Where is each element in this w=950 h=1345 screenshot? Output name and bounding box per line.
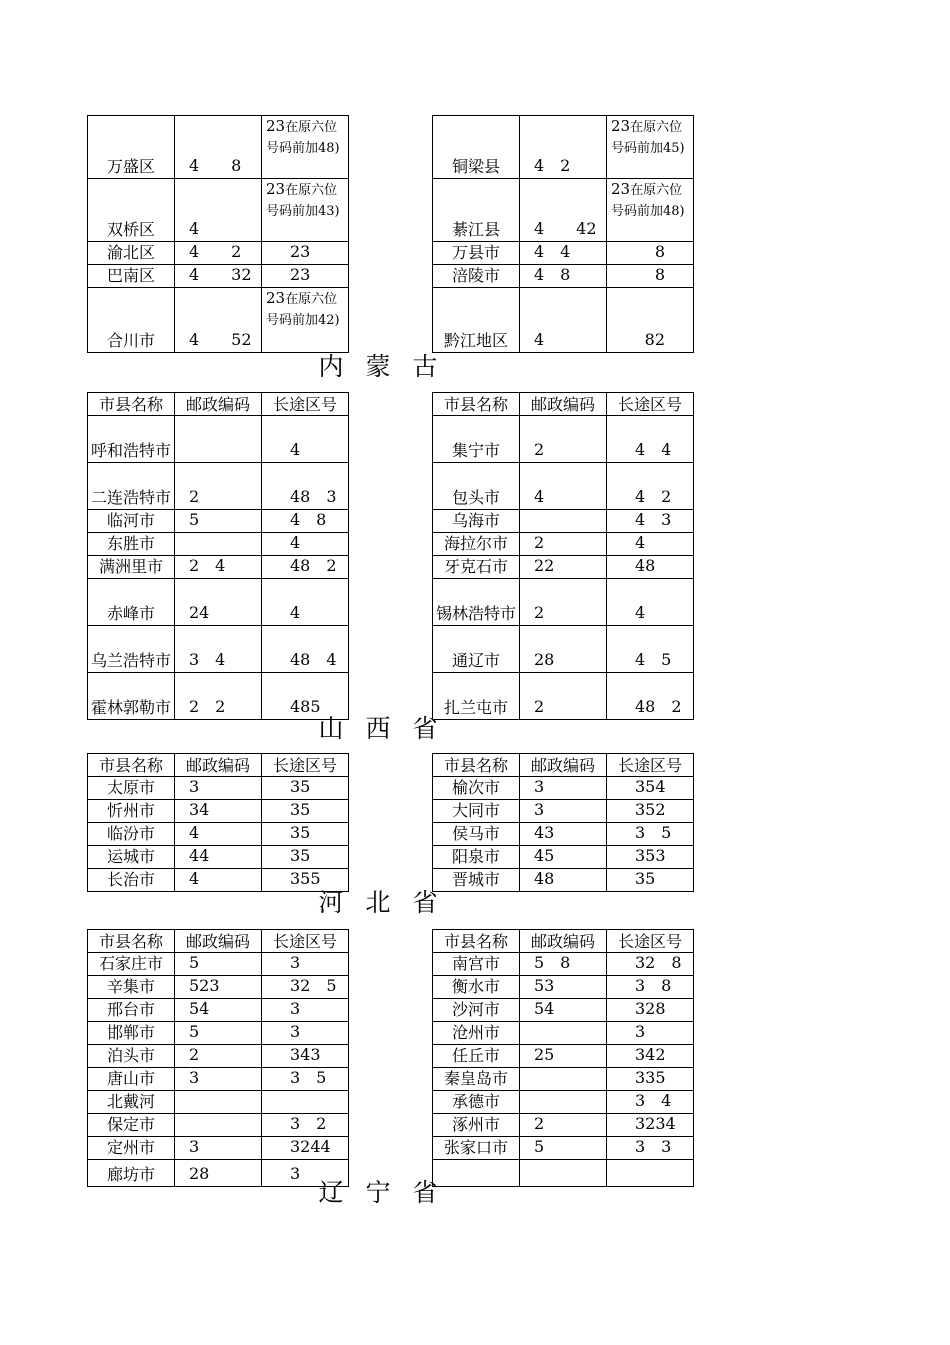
area-code-cell: 4	[606, 532, 694, 556]
column-header: 邮政编码	[519, 392, 607, 416]
area-code-cell: 4 2	[606, 462, 694, 510]
area-code-cell: 342	[606, 1044, 694, 1068]
area-code-cell: 3 4	[606, 1090, 694, 1114]
postal-code-cell: 4 8	[174, 115, 262, 179]
area-code-cell: 3 3	[606, 1136, 694, 1160]
city-name-cell: 包头市	[432, 462, 520, 510]
city-name-cell: 乌海市	[432, 509, 520, 533]
city-name-cell: 二连浩特市	[87, 462, 175, 510]
city-name-cell: 石家庄市	[87, 952, 175, 976]
city-name-cell: 满洲里市	[87, 555, 175, 579]
postal-code-cell: 22	[519, 555, 607, 579]
postal-code-cell: 3 4	[174, 625, 262, 673]
postal-code-cell: 2 4	[174, 555, 262, 579]
column-header: 市县名称	[87, 929, 175, 953]
city-name-cell: 邢台市	[87, 998, 175, 1022]
postal-code-cell: 2	[519, 578, 607, 626]
postal-code-cell: 34	[174, 799, 262, 823]
city-name-cell: 北戴河	[87, 1090, 175, 1114]
section-title: 河北省	[318, 888, 460, 917]
city-name-cell: 临河市	[87, 509, 175, 533]
postal-code-cell: 3	[174, 1067, 262, 1091]
column-header: 市县名称	[87, 392, 175, 416]
area-code-cell: 23	[261, 264, 349, 288]
area-code-cell: 35	[261, 799, 349, 823]
city-name-cell: 霍林郭勒市	[87, 672, 175, 720]
postal-code-cell	[174, 532, 262, 556]
area-code-cell: 35	[606, 868, 694, 892]
postal-code-cell: 4	[174, 868, 262, 892]
area-code-cell: 23在原六位号码前加48)	[606, 178, 694, 242]
area-code-cell: 23在原六位号码前加43)	[261, 178, 349, 242]
area-code-cell: 23在原六位号码前加45)	[606, 115, 694, 179]
area-code-cell: 4 4	[606, 415, 694, 463]
area-code-cell: 4	[261, 532, 349, 556]
area-code-cell: 3	[261, 1021, 349, 1045]
area-code-cell: 23在原六位号码前加48)	[261, 115, 349, 179]
area-code-cell: 8	[606, 241, 694, 265]
area-code-cell: 3	[261, 952, 349, 976]
area-code-cell: 23	[261, 241, 349, 265]
city-name-cell: 巴南区	[87, 264, 175, 288]
postal-code-cell	[174, 1113, 262, 1137]
column-header: 邮政编码	[174, 753, 262, 777]
city-name-cell: 阳泉市	[432, 845, 520, 869]
postal-code-cell: 44	[174, 845, 262, 869]
city-name-cell: 南宫市	[432, 952, 520, 976]
city-name-cell: 运城市	[87, 845, 175, 869]
postal-code-cell: 5	[174, 1021, 262, 1045]
area-code-cell: 3244	[261, 1136, 349, 1160]
area-code-cell: 4 5	[606, 625, 694, 673]
postal-code-cell: 5	[174, 509, 262, 533]
column-header: 长途区号	[261, 753, 349, 777]
area-code-cell: 328	[606, 998, 694, 1022]
postal-code-cell	[174, 1090, 262, 1114]
area-code-cell: 3	[261, 1159, 349, 1187]
column-header: 邮政编码	[519, 929, 607, 953]
postal-code-cell: 5	[519, 1136, 607, 1160]
area-code-cell: 48	[606, 555, 694, 579]
area-code-cell: 3 8	[606, 975, 694, 999]
postal-code-cell: 4	[519, 287, 607, 353]
postal-code-cell	[174, 415, 262, 463]
area-code-cell: 82	[606, 287, 694, 353]
area-code-cell: 23在原六位号码前加42)	[261, 287, 349, 353]
postal-code-cell: 2	[519, 532, 607, 556]
area-code-cell: 4 3	[606, 509, 694, 533]
city-name-cell: 榆次市	[432, 776, 520, 800]
area-code-cell: 3 2	[261, 1113, 349, 1137]
city-name-cell: 赤峰市	[87, 578, 175, 626]
city-name-cell: 海拉尔市	[432, 532, 520, 556]
city-name-cell: 长治市	[87, 868, 175, 892]
city-name-cell: 万县市	[432, 241, 520, 265]
area-code-cell: 355	[261, 868, 349, 892]
city-name-cell: 衡水市	[432, 975, 520, 999]
postal-code-cell: 4	[519, 462, 607, 510]
city-name-cell: 辛集市	[87, 975, 175, 999]
area-code-cell: 4	[606, 578, 694, 626]
postal-code-cell: 48	[519, 868, 607, 892]
city-name-cell: 沧州市	[432, 1021, 520, 1045]
column-header: 市县名称	[432, 929, 520, 953]
postal-code-cell: 4 32	[174, 264, 262, 288]
postal-code-cell	[519, 509, 607, 533]
area-code-cell: 352	[606, 799, 694, 823]
postal-code-cell: 45	[519, 845, 607, 869]
area-code-cell: 48 3	[261, 462, 349, 510]
column-header: 长途区号	[606, 392, 694, 416]
column-header: 邮政编码	[174, 929, 262, 953]
column-header: 市县名称	[432, 753, 520, 777]
area-code-cell: 3234	[606, 1113, 694, 1137]
postal-code-cell: 4	[174, 822, 262, 846]
area-code-cell: 3	[606, 1021, 694, 1045]
postal-code-cell: 2	[519, 415, 607, 463]
postal-code-cell: 3	[174, 776, 262, 800]
area-code-cell: 335	[606, 1067, 694, 1091]
city-name-cell: 沙河市	[432, 998, 520, 1022]
postal-code-cell: 24	[174, 578, 262, 626]
postal-code-cell: 54	[174, 998, 262, 1022]
area-code-cell: 353	[606, 845, 694, 869]
section-title: 内蒙古	[318, 352, 460, 381]
city-name-cell: 涿州市	[432, 1113, 520, 1137]
city-name-cell: 牙克石市	[432, 555, 520, 579]
city-name-cell: 临汾市	[87, 822, 175, 846]
column-header: 市县名称	[432, 392, 520, 416]
postal-code-cell: 4 2	[174, 241, 262, 265]
city-name-cell: 万盛区	[87, 115, 175, 179]
city-name-cell: 廊坊市	[87, 1159, 175, 1187]
area-code-cell: 4 8	[261, 509, 349, 533]
city-name-cell: 扎兰屯市	[432, 672, 520, 720]
postal-code-cell: 2	[174, 462, 262, 510]
postal-code-cell: 3	[174, 1136, 262, 1160]
city-name-cell: 大同市	[432, 799, 520, 823]
area-code-cell: 4	[261, 415, 349, 463]
city-name-cell: 任丘市	[432, 1044, 520, 1068]
postal-code-cell: 5 8	[519, 952, 607, 976]
column-header: 长途区号	[606, 753, 694, 777]
city-name-cell: 綦江县	[432, 178, 520, 242]
city-name-cell: 唐山市	[87, 1067, 175, 1091]
postal-code-cell: 2	[174, 1044, 262, 1068]
postal-code-cell: 2 2	[174, 672, 262, 720]
city-name-cell: 太原市	[87, 776, 175, 800]
area-code-cell: 48 2	[261, 555, 349, 579]
city-name-cell: 锡林浩特市	[432, 578, 520, 626]
column-header: 邮政编码	[174, 392, 262, 416]
area-code-cell: 3 5	[606, 822, 694, 846]
postal-code-cell: 28	[519, 625, 607, 673]
area-code-cell: 8	[606, 264, 694, 288]
city-name-cell: 邯郸市	[87, 1021, 175, 1045]
city-name-cell: 秦皇岛市	[432, 1067, 520, 1091]
postal-code-cell: 5	[174, 952, 262, 976]
column-header: 长途区号	[261, 392, 349, 416]
postal-code-cell: 3	[519, 799, 607, 823]
city-name-cell: 呼和浩特市	[87, 415, 175, 463]
city-name-cell: 侯马市	[432, 822, 520, 846]
column-header: 长途区号	[261, 929, 349, 953]
area-code-cell: 3 5	[261, 1067, 349, 1091]
area-code-cell: 48 4	[261, 625, 349, 673]
postal-code-cell: 4 52	[174, 287, 262, 353]
postal-code-cell: 4	[174, 178, 262, 242]
postal-code-cell: 4 42	[519, 178, 607, 242]
area-code-cell: 3	[261, 998, 349, 1022]
city-name-cell: 晋城市	[432, 868, 520, 892]
area-code-cell: 35	[261, 845, 349, 869]
area-code-cell: 35	[261, 776, 349, 800]
postal-code-cell: 43	[519, 822, 607, 846]
postal-code-cell: 53	[519, 975, 607, 999]
area-code-cell	[261, 1090, 349, 1114]
postal-code-cell: 28	[174, 1159, 262, 1187]
column-header: 长途区号	[606, 929, 694, 953]
postal-code-cell: 4 2	[519, 115, 607, 179]
postal-code-cell: 4 4	[519, 241, 607, 265]
area-code-cell: 32 5	[261, 975, 349, 999]
city-name-cell: 承德市	[432, 1090, 520, 1114]
city-name-cell: 集宁市	[432, 415, 520, 463]
postal-code-cell: 25	[519, 1044, 607, 1068]
area-code-cell: 485	[261, 672, 349, 720]
city-name-cell: 定州市	[87, 1136, 175, 1160]
city-name-cell: 双桥区	[87, 178, 175, 242]
area-code-cell: 4	[261, 578, 349, 626]
postal-code-cell	[519, 1090, 607, 1114]
area-code-cell: 354	[606, 776, 694, 800]
city-name-cell: 泊头市	[87, 1044, 175, 1068]
column-header: 邮政编码	[519, 753, 607, 777]
postal-code-cell: 54	[519, 998, 607, 1022]
postal-code-cell: 4 8	[519, 264, 607, 288]
city-name-cell: 通辽市	[432, 625, 520, 673]
area-code-cell: 32 8	[606, 952, 694, 976]
postal-code-cell	[519, 1021, 607, 1045]
postal-code-cell: 2	[519, 672, 607, 720]
city-name-cell: 保定市	[87, 1113, 175, 1137]
section-title: 辽宁省	[318, 1178, 460, 1207]
postal-code-cell: 2	[519, 1113, 607, 1137]
city-name-cell: 东胜市	[87, 532, 175, 556]
city-name-cell: 张家口市	[432, 1136, 520, 1160]
city-name-cell: 涪陵市	[432, 264, 520, 288]
postal-code-cell: 523	[174, 975, 262, 999]
area-code-cell: 35	[261, 822, 349, 846]
city-name-cell: 铜梁县	[432, 115, 520, 179]
area-code-cell: 343	[261, 1044, 349, 1068]
column-header: 市县名称	[87, 753, 175, 777]
city-name-cell: 黔江地区	[432, 287, 520, 353]
city-name-cell: 乌兰浩特市	[87, 625, 175, 673]
postal-code-cell	[519, 1067, 607, 1091]
section-title: 山西省	[318, 714, 460, 743]
city-name-cell: 渝北区	[87, 241, 175, 265]
city-name-cell: 忻州市	[87, 799, 175, 823]
postal-code-cell: 3	[519, 776, 607, 800]
area-code-cell: 48 2	[606, 672, 694, 720]
city-name-cell: 合川市	[87, 287, 175, 353]
